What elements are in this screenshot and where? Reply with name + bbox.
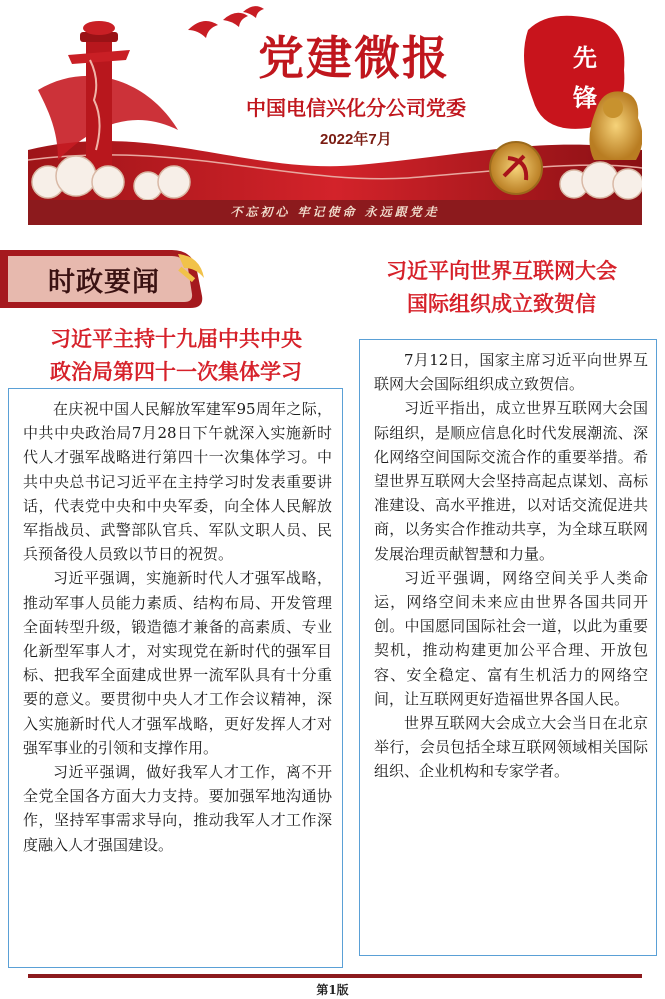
issue-date: 2022年7月 bbox=[320, 131, 392, 148]
pioneer-seal bbox=[546, 22, 624, 134]
page-number: 第1版 bbox=[316, 983, 349, 997]
headline-line: 习近平主持十九届中共中央 bbox=[50, 327, 302, 351]
right-article-headline bbox=[338, 255, 665, 321]
article-paragraph: 习近平强调，网络空间关乎人类命运，网络空间未来应由世界各国共同开创。中国愿同国际社会一道，以此为重要契机，推动构建更加公平合理、开放包容、安全稳定、富有生机活力的网络空间，让互联网更好造福世界各国人民。 bbox=[374, 568, 648, 708]
party-emblem-icon bbox=[490, 142, 542, 194]
section-banner bbox=[0, 246, 215, 312]
seal-char-1: 先 bbox=[573, 43, 597, 72]
organization-name: 中国电信兴化分公司党委 bbox=[246, 96, 466, 120]
article-paragraph: 习近平强调，实施新时代人才强军战略，推动军事人员能力素质、结构布局、开发管理全面转型升级，锻造德才兼备的高素质、专业化新型军事人才，对实现党在新时代的强军目标、把我军全面建成世界一流军队具有十分重要的意义。要贯彻中央人才工作会议精神，深入实施新时代人才强军战略，更好发挥人才对强军事业的引领和支撑作用。 bbox=[23, 569, 332, 757]
article-paragraph: 7月12日，国家主席习近平向世界互联网大会国际组织成立致贺信。 bbox=[374, 351, 648, 394]
headline-line: 习近平向世界互联网大会 bbox=[386, 259, 617, 283]
slogan: 不忘初心 牢记使命 永远跟党走 bbox=[230, 205, 440, 219]
flying-doves-icon bbox=[188, 6, 264, 38]
headline-line: 国际组织成立致贺信 bbox=[407, 292, 596, 316]
masthead bbox=[28, 0, 642, 200]
article-paragraph: 在庆祝中国人民解放军建军95周年之际，中共中央政治局7月28日下午就深入实施新时代人才强军战略进行第四十一次集体学习。中共中央总书记习近平在主持学习时发表重要讲话，代表党中央和中央军委，向全体人民解放军指战员、武警部队官兵、军队文职人员、民兵预备役人员致以节日的祝贺。 bbox=[23, 400, 332, 564]
slogan-bar bbox=[28, 200, 642, 225]
footer-rule bbox=[28, 974, 642, 978]
section-title: 时政要闻 bbox=[48, 267, 160, 298]
article-paragraph: 习近平强调，做好我军人才工作，离不开全党全国各方面大力支持。要加强军地沟通协作，坚持军事需求导向，推动我军人才工作深度融入人才强国建设。 bbox=[23, 763, 332, 854]
right-article-body bbox=[359, 339, 657, 956]
left-article-headline bbox=[6, 323, 346, 389]
seal-char-2: 锋 bbox=[573, 83, 597, 112]
headline-line: 政治局第四十一次集体学习 bbox=[50, 360, 302, 384]
masthead-title: 党建微报 bbox=[258, 31, 450, 85]
article-paragraph: 习近平指出，成立世界互联网大会国际组织，是顺应信息化时代发展潮流、深化网络空间国际交流合作的重要举措。希望世界互联网大会坚持高起点谋划、高标准建设、高水平推进，以对话交流促进共商，以务实合作推动共享，为全球互联网发展治理贡献智慧和力量。 bbox=[374, 399, 648, 563]
article-paragraph: 世界互联网大会成立大会当日在北京举行，会员包括全球互联网领域相关国际组织、企业机构和专家学者。 bbox=[374, 714, 648, 781]
left-article-body bbox=[8, 388, 343, 968]
